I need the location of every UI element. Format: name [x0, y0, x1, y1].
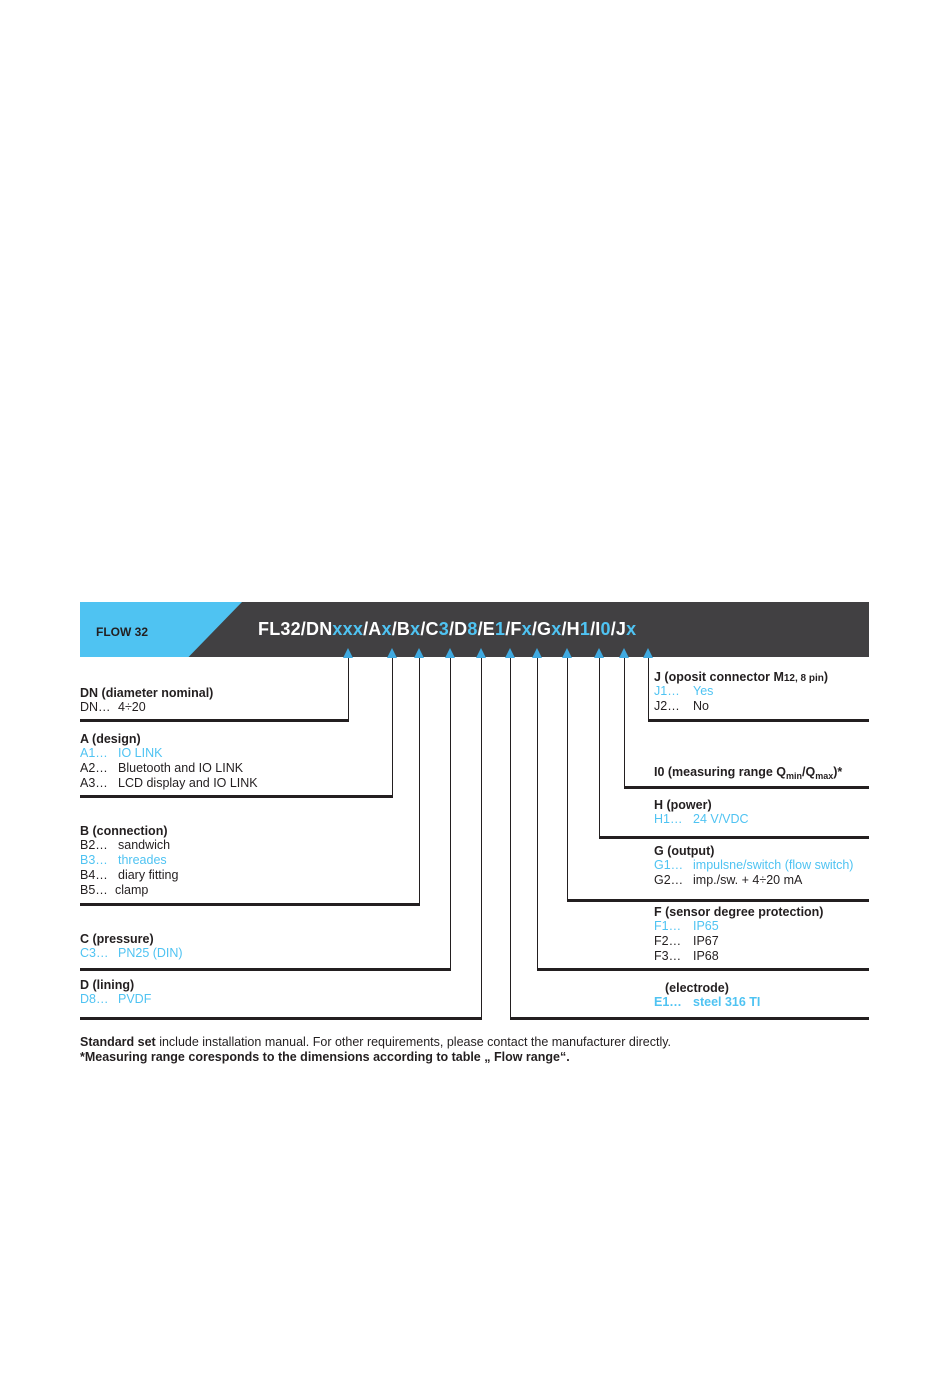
option-row: [654, 934, 823, 949]
code-fixed-segment: /F: [505, 619, 522, 639]
arrow-a: [387, 648, 397, 658]
code-fixed-segment: /E: [477, 619, 495, 639]
option-label: IP65: [693, 919, 719, 933]
code-variable-segment: xxx: [332, 619, 364, 639]
group-i-title-end: )*: [833, 765, 843, 779]
option-label: diary fitting: [118, 868, 179, 882]
group-h-title: H (power): [654, 798, 712, 812]
underline-e: [510, 1017, 869, 1020]
code-fixed-segment: /J: [610, 619, 627, 639]
code-variable-segment: x: [381, 619, 392, 639]
group-e: [654, 981, 760, 1010]
leader-e: [510, 658, 511, 1018]
group-c-title: C (pressure): [80, 932, 154, 946]
code-variable-segment: 3: [438, 619, 449, 639]
footer-footnote: *Measuring range coresponds to the dimensions according to table „ Flow range“.: [80, 1050, 570, 1064]
group-b-title: B (connection): [80, 824, 168, 838]
option-code: B3…: [80, 853, 108, 867]
option-label: Bluetooth and IO LINK: [118, 761, 244, 775]
option-label: IO LINK: [118, 746, 163, 760]
option-row: [654, 812, 749, 827]
option-label: IP67: [693, 934, 719, 948]
underline-d: [80, 1017, 482, 1020]
leader-i: [624, 658, 625, 787]
option-row: [654, 858, 853, 873]
option-label: PN25 (DIN): [118, 946, 183, 960]
group-j-title-spec: 12, 8 pin: [783, 673, 824, 684]
leader-j: [648, 658, 649, 720]
option-row: [80, 853, 178, 868]
option-row: [80, 992, 151, 1007]
leader-g: [567, 658, 568, 900]
option-label: threades: [118, 853, 167, 867]
option-label: 4÷20: [118, 700, 146, 714]
option-label: Yes: [693, 684, 714, 698]
leader-dn: [348, 658, 349, 720]
q-max-sub: max: [815, 771, 834, 781]
group-b: [80, 824, 178, 898]
option-row: [654, 873, 853, 888]
code-fixed-segment: /H: [561, 619, 580, 639]
group-f: [654, 905, 823, 964]
option-row: [654, 949, 823, 964]
group-i-title-slash: /Q: [802, 765, 816, 779]
leader-a: [392, 658, 393, 796]
option-row: [654, 919, 823, 934]
group-dn: [80, 686, 213, 715]
group-a-title: A (design): [80, 732, 141, 746]
arrow-j: [643, 648, 653, 658]
option-row: [80, 746, 258, 761]
group-i-title: [654, 765, 842, 781]
footer-note: [80, 1035, 671, 1049]
code-variable-segment: x: [551, 619, 562, 639]
code-variable-segment: 1: [494, 619, 506, 639]
underline-b: [80, 903, 420, 906]
underline-f: [537, 968, 869, 971]
option-label: sandwich: [118, 838, 171, 852]
option-code: G2…: [654, 873, 684, 887]
underline-g: [567, 899, 869, 902]
option-code: A1…: [80, 746, 108, 760]
underline-c: [80, 968, 451, 971]
option-code: F1…: [654, 919, 682, 933]
arrow-e: [505, 648, 515, 658]
option-label: clamp: [115, 883, 149, 897]
group-f-title: F (sensor degree protection): [654, 905, 824, 919]
option-row: [654, 699, 828, 714]
group-j-title-main: J (oposit connector M: [654, 670, 784, 684]
arrow-f: [532, 648, 542, 658]
option-code: E1…: [654, 995, 682, 1009]
arrow-i: [619, 648, 629, 658]
option-label: No: [693, 699, 709, 713]
option-row: [80, 868, 178, 883]
code-variable-segment: 1: [579, 619, 591, 639]
arrow-g: [562, 648, 572, 658]
leader-f: [537, 658, 538, 969]
underline-i: [624, 786, 869, 789]
code-variable-segment: 0: [600, 619, 611, 639]
code-variable-segment: x: [521, 619, 532, 639]
option-label: imp./sw. + 4÷20 mA: [693, 873, 803, 887]
option-code: F2…: [654, 934, 682, 948]
arrow-b: [414, 648, 424, 658]
option-row: [80, 700, 213, 715]
option-label: IP68: [693, 949, 719, 963]
group-j: [654, 670, 828, 714]
option-label: LCD display and IO LINK: [118, 776, 258, 790]
code-fixed-segment: FL32/DN: [258, 619, 333, 639]
code-fixed-segment: /D: [448, 619, 468, 639]
group-g: [654, 844, 853, 888]
code-fixed-segment: /G: [531, 619, 552, 639]
option-row: [80, 946, 183, 961]
group-j-title-end: ): [823, 670, 829, 684]
code-variable-segment: x: [626, 619, 637, 639]
underline-h: [599, 836, 869, 839]
group-c: [80, 932, 183, 961]
leader-b: [419, 658, 420, 904]
option-label: steel 316 TI: [693, 995, 761, 1009]
group-d: [80, 978, 151, 1007]
code-variable-segment: 8: [467, 619, 478, 639]
option-label: PVDF: [118, 992, 152, 1006]
group-d-title: D (lining): [80, 978, 135, 992]
underline-a: [80, 795, 393, 798]
arrow-d: [476, 648, 486, 658]
group-a: [80, 732, 258, 791]
option-code: B2…: [80, 838, 108, 852]
option-code: D8…: [80, 992, 109, 1006]
underline-j: [648, 719, 869, 722]
leader-d: [481, 658, 482, 1018]
option-row: [80, 761, 258, 776]
option-code: A2…: [80, 761, 108, 775]
group-h: [654, 798, 749, 827]
option-label: 24 V/VDC: [693, 812, 749, 826]
code-fixed-segment: /B: [391, 619, 411, 639]
leader-c: [450, 658, 451, 969]
option-row: [80, 838, 178, 853]
arrow-h: [594, 648, 604, 658]
option-code: H1…: [654, 812, 683, 826]
option-code: B5…: [80, 883, 108, 897]
option-row: [80, 776, 258, 791]
footer-note-bold: Standard set: [80, 1035, 156, 1049]
option-row: [654, 684, 828, 699]
underline-dn: [80, 719, 349, 722]
code-fixed-segment: /I: [590, 619, 601, 639]
group-e-title: (electrode): [665, 981, 729, 995]
group-g-title: G (output): [654, 844, 715, 858]
option-code: DN…: [80, 700, 111, 714]
brand-label: FLOW 32: [96, 625, 149, 639]
option-code: J1…: [654, 684, 680, 698]
code-fixed-segment: /A: [363, 619, 382, 639]
q-min-sub: min: [785, 771, 802, 781]
option-code: B4…: [80, 868, 108, 882]
arrow-dn: [343, 648, 353, 658]
group-i-title-pre: I0 (measuring range Q: [654, 765, 786, 779]
arrow-c: [445, 648, 455, 658]
option-row: [654, 995, 760, 1010]
group-i: [654, 765, 842, 781]
code-variable-segment: x: [410, 619, 421, 639]
order-code: [258, 619, 636, 640]
option-row: [80, 883, 178, 898]
option-label: impulsne/switch (flow switch): [693, 858, 854, 872]
option-code: C3…: [80, 946, 109, 960]
leader-h: [599, 658, 600, 837]
option-code: J2…: [654, 699, 680, 713]
group-j-title: [654, 670, 828, 684]
group-dn-title: DN (diameter nominal): [80, 686, 214, 700]
option-code: A3…: [80, 776, 108, 790]
footer-note-rest: include installation manual. For other requirements, please contact the manufacturer directly.: [155, 1035, 672, 1049]
option-code: G1…: [654, 858, 684, 872]
code-fixed-segment: /C: [420, 619, 439, 639]
option-code: F3…: [654, 949, 682, 963]
